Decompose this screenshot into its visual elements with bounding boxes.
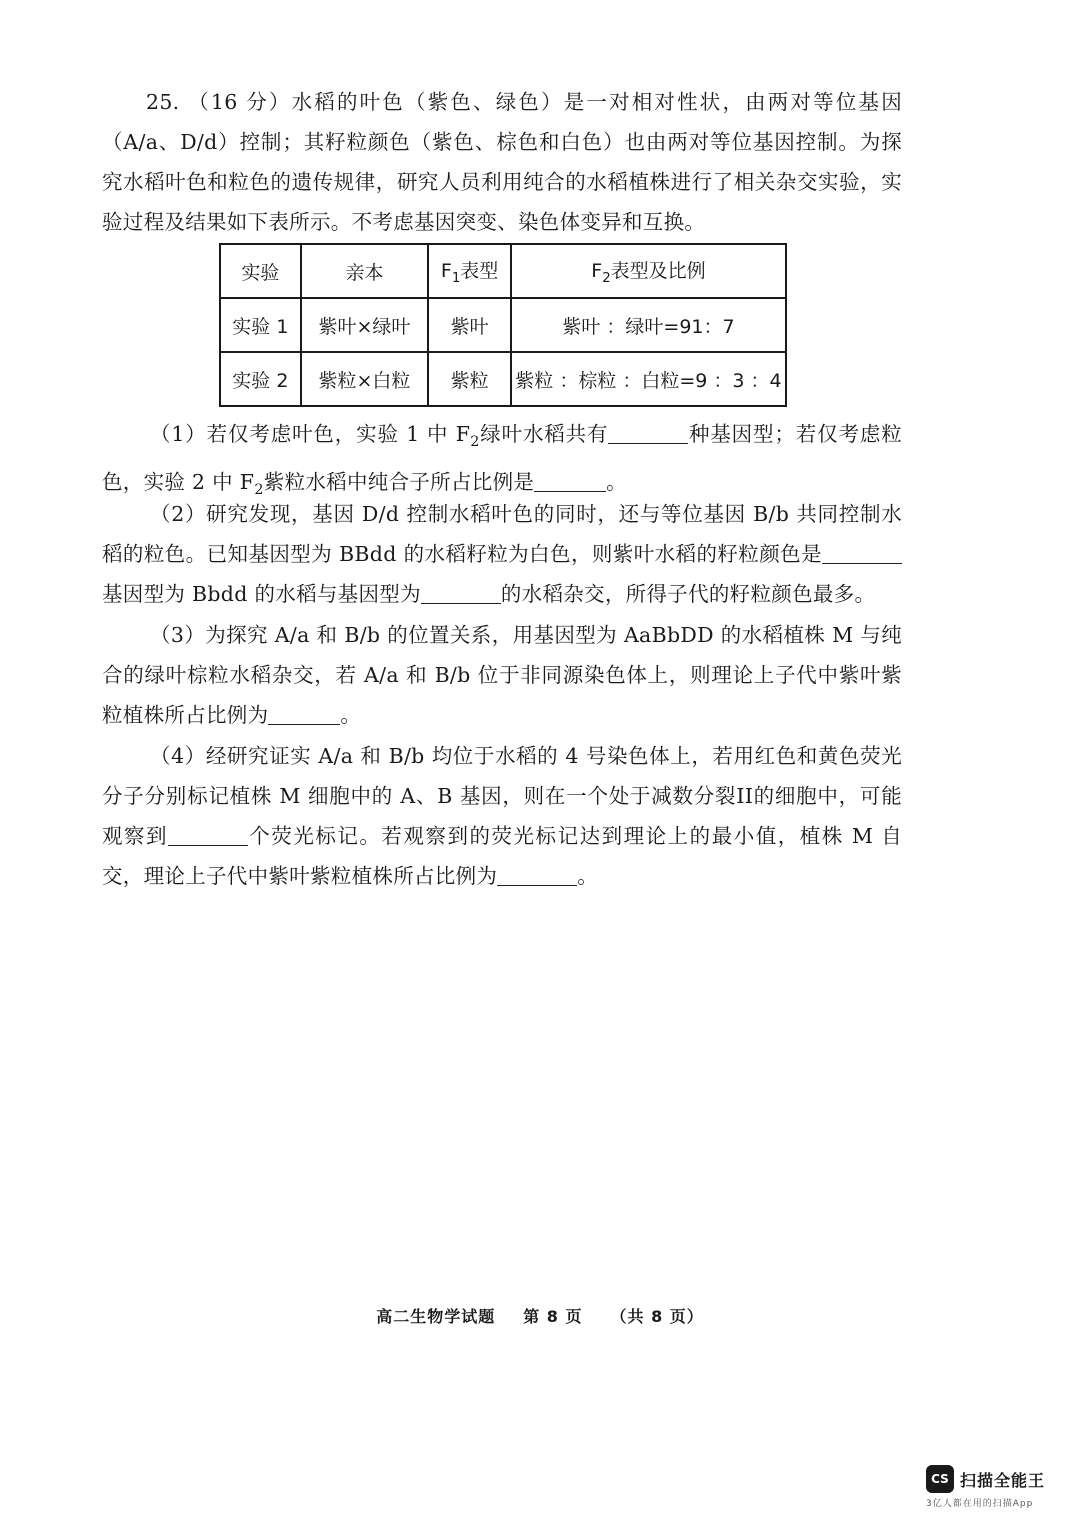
answer-blank[interactable] bbox=[497, 865, 577, 886]
cell-parents: 紫叶×绿叶 bbox=[301, 298, 429, 352]
header-f1-phenotype: $F_1$表型 bbox=[428, 244, 511, 298]
header-f2-phenotype-ratio: $F_2$表型及比例 bbox=[511, 244, 786, 298]
scanner-watermark bbox=[926, 1465, 1056, 1509]
answer-blank[interactable] bbox=[421, 583, 501, 604]
watermark-app-name: 扫描全能王 bbox=[960, 1470, 1046, 1490]
header-experiment: 实验 bbox=[220, 244, 301, 298]
page-footer bbox=[0, 1304, 1080, 1327]
answer-blank[interactable] bbox=[822, 543, 902, 564]
answer-blank[interactable] bbox=[534, 471, 606, 492]
cell-experiment: 实验 1 bbox=[220, 298, 301, 352]
answer-blank[interactable] bbox=[608, 423, 688, 444]
experiment-table bbox=[219, 243, 787, 407]
sub-question-3: （3）为探究 A/a 和 B/b 的位置关系，用基因型为 AaBbDD 的水稻植株 M 与纯合的绿叶棕粒水稻杂交，若 A/a 和 B/b 位于非同源染色体上，则理论上子代中紫叶紫粒植株所占比例为 。 bbox=[102, 623, 902, 727]
cell-f1: 紫叶 bbox=[428, 298, 511, 352]
table-header-row bbox=[220, 244, 786, 298]
sub-question-2: （2）研究发现，基因 D/d 控制水稻叶色的同时，还与等位基因 B/b 共同控制水稻的粒色。已知基因型为 BBdd 的水稻籽粒为白色，则紫叶水稻的籽粒颜色是 基因型为 Bbdd 的水稻与基因型为 的水稻杂交，所得子代的籽粒颜色最多。 bbox=[102, 502, 902, 606]
cell-f1: 紫粒 bbox=[428, 352, 511, 406]
cell-f2: 紫粒 ：棕粒 ：白粒=9 ：3 ：4 bbox=[511, 352, 786, 406]
footer-title: 高二生物学试题 bbox=[376, 1307, 496, 1326]
cell-parents: 紫粒×白粒 bbox=[301, 352, 429, 406]
watermark-tagline: 3亿人都在用的扫描App bbox=[926, 1499, 1034, 1509]
answer-blank[interactable] bbox=[268, 704, 340, 725]
table-row bbox=[220, 352, 786, 406]
header-parents: 亲本 bbox=[301, 244, 429, 298]
footer-page-number: 第 8 页 bbox=[523, 1307, 583, 1326]
camscanner-logo-icon: CS bbox=[926, 1465, 954, 1493]
table-row bbox=[220, 298, 786, 352]
cell-experiment: 实验 2 bbox=[220, 352, 301, 406]
footer-total-pages: （共 8 页） bbox=[610, 1307, 704, 1326]
sub-question-4: （4）经研究证实 A/a 和 B/b 均位于水稻的 4 号染色体上，若用红色和黄色荧光分子分别标记植株 M 细胞中的 A、B 基因，则在一个处于减数分裂II的细胞中，可能观察到 个荧光标记。若观察到的荧光标记达到理论上的最小值，植株 M 自交，理论上子代中紫叶紫粒植株所占比例为 。 bbox=[102, 744, 902, 888]
answer-blank[interactable] bbox=[168, 825, 248, 846]
sub-question-1: （1）若仅考虑叶色，实验 1 中 $F_2$绿叶水稻共有 种基因型；若仅考虑粒色，实验 2 中 $F_2$紫粒水稻中纯合子所占比例是 。 bbox=[102, 422, 903, 499]
cell-f2: 紫叶 ：绿叶=91：7 bbox=[511, 298, 786, 352]
question-25-intro: 25. （16 分）水稻的叶色（紫色、绿色）是一对相对性状，由两对等位基因（A/a、D/d）控制；其籽粒颜色（紫色、棕色和白色）也由两对等位基因控制。为探究水稻叶色和粒色的遗传规律，研究人员利用纯合的水稻植株进行了相关杂交实验，实验过程及结果如下表所示。不考虑基因突变、染色体变异和互换。 bbox=[102, 90, 902, 234]
